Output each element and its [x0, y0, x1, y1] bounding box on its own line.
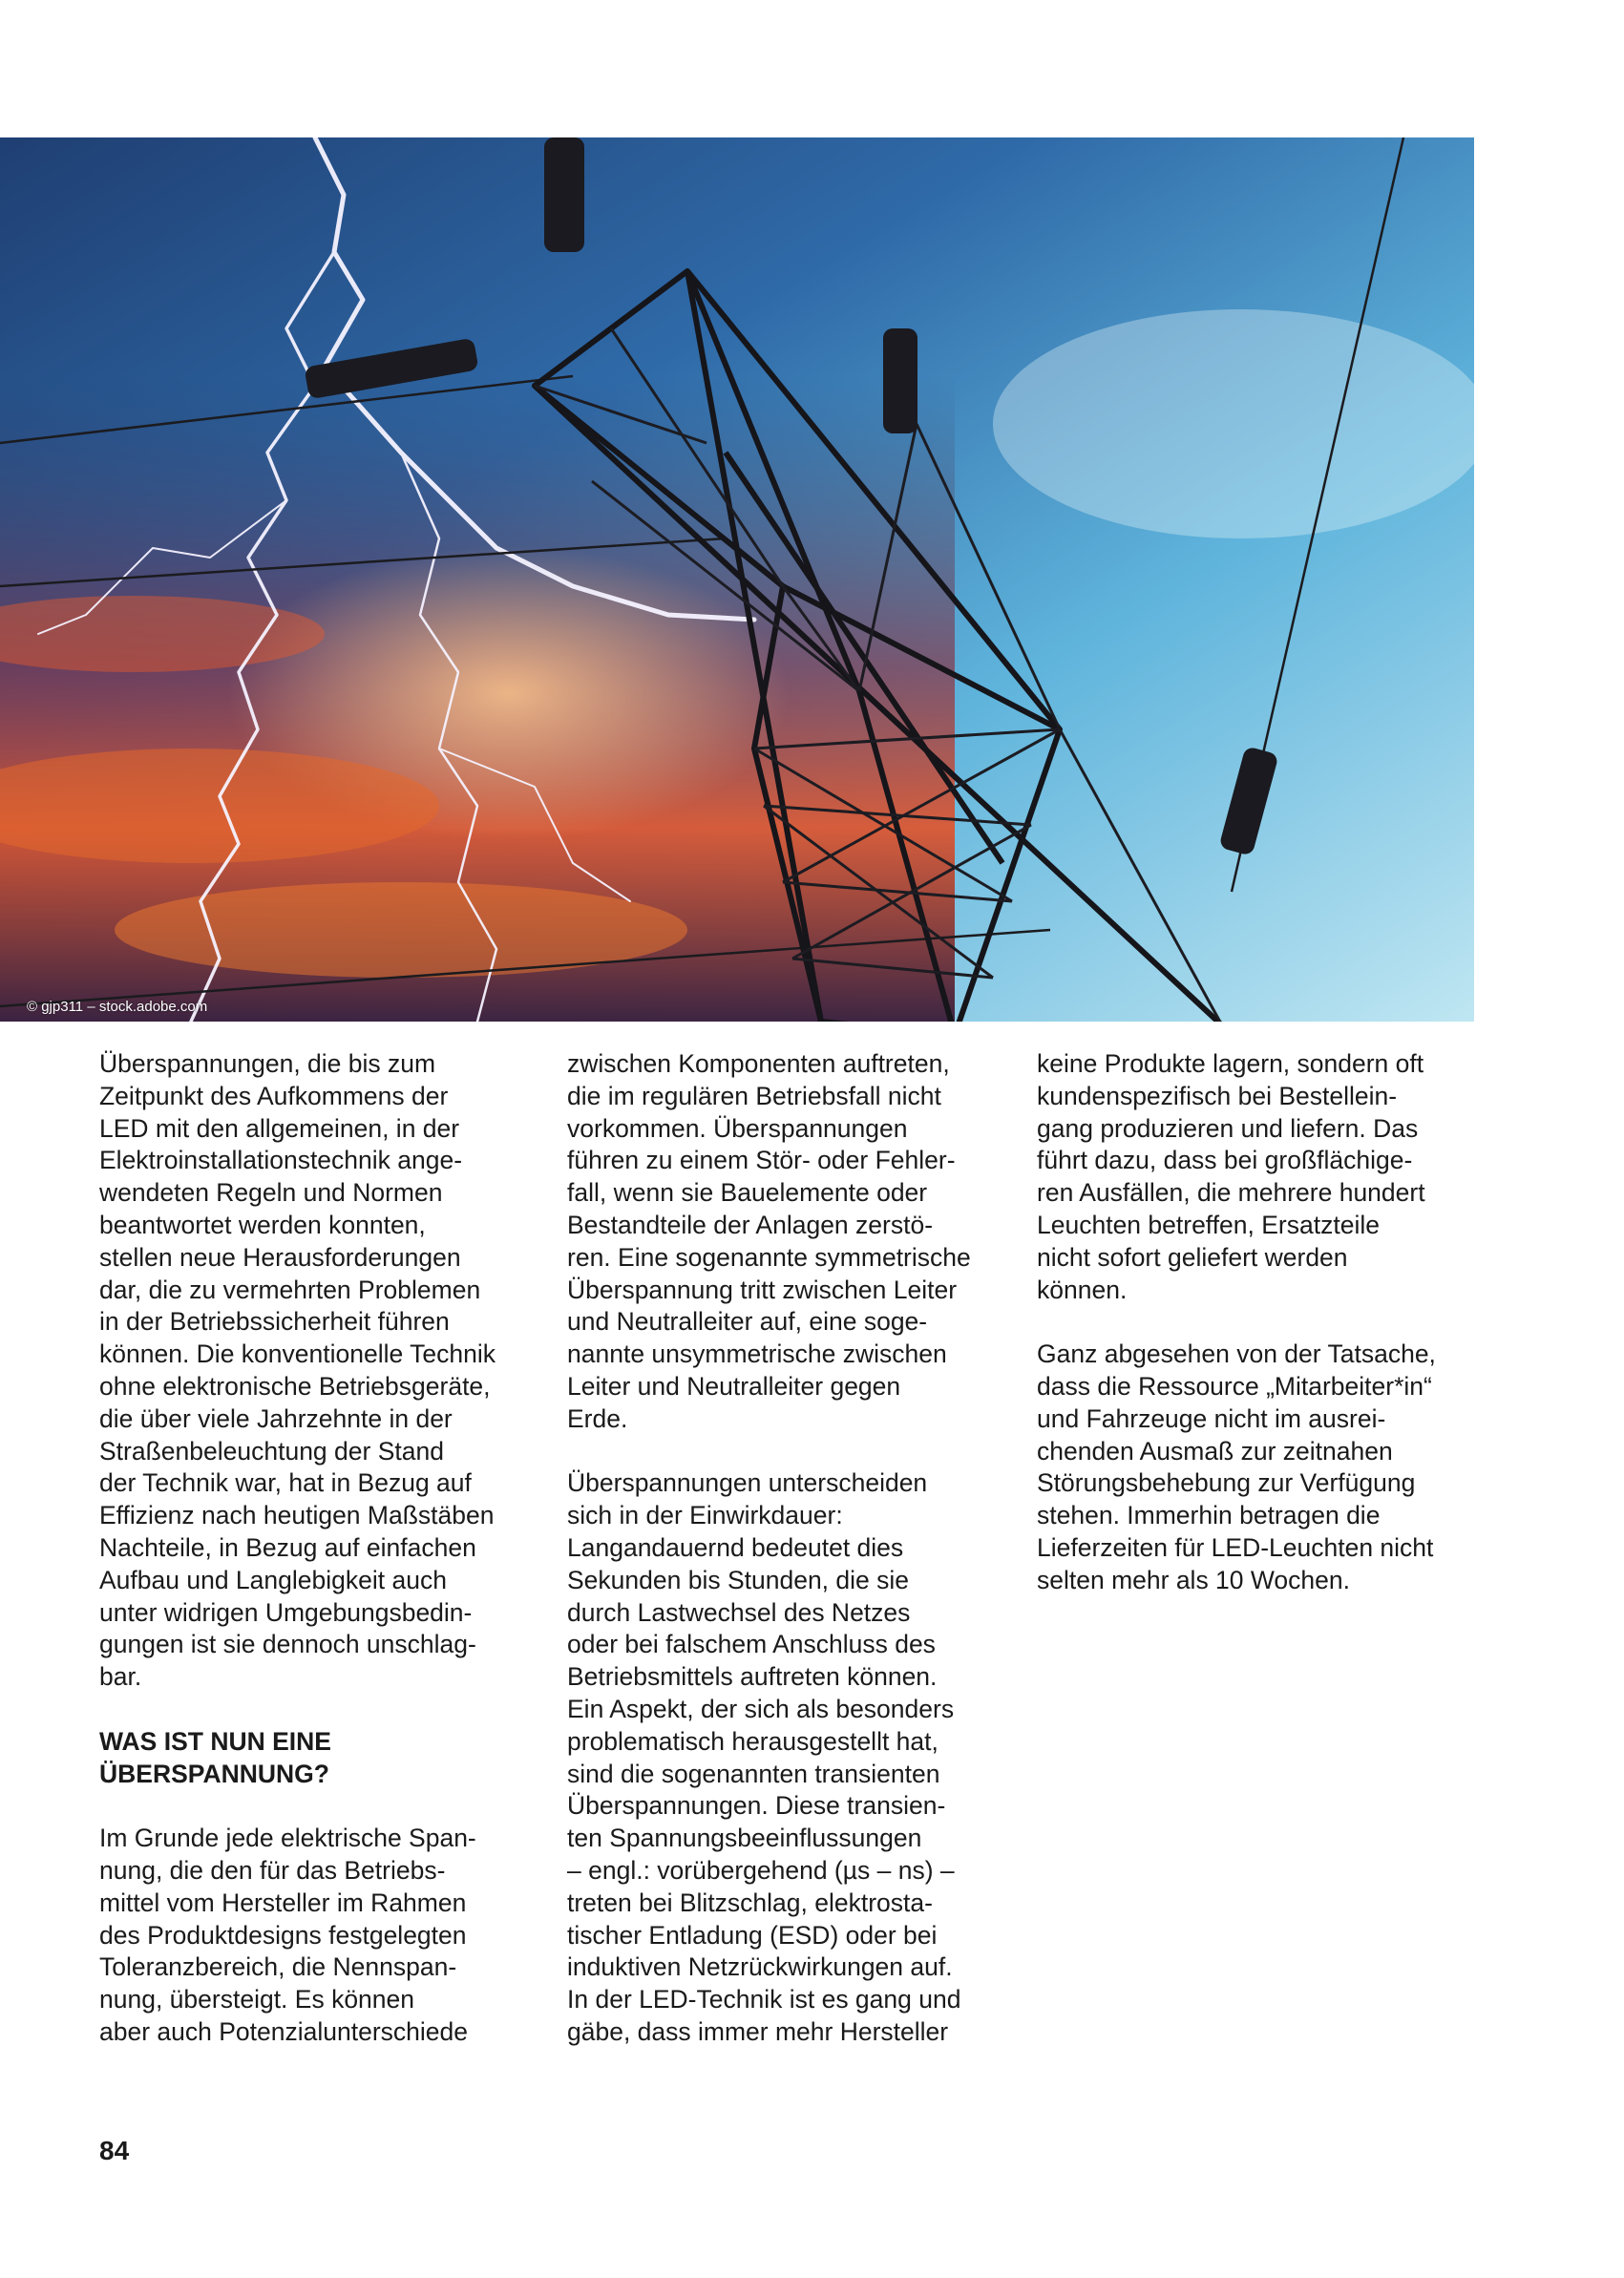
text-line: treten bei Blitzschlag, elektrosta- [567, 1888, 933, 1917]
header-photo [0, 137, 1474, 1022]
text-line: und Neutralleiter auf, eine soge- [567, 1307, 928, 1337]
definition-paragraph [99, 1823, 548, 2049]
text-line: führen zu einem Stör- oder Fehler- [567, 1146, 956, 1175]
text-line: keine Produkte lagern, sondern oft [1037, 1049, 1424, 1078]
text-line: dar, die zu vermehrten Problemen [99, 1275, 481, 1304]
text-line: tischer Entladung (ESD) oder bei [567, 1920, 938, 1950]
text-line: Elektroinstallationstechnik ange- [99, 1146, 463, 1175]
text-line: Überspannung tritt zwischen Leiter [567, 1275, 958, 1304]
text-line: ohne elektronische Betriebsgeräte, [99, 1371, 491, 1401]
text-line: wendeten Regeln und Normen [99, 1178, 443, 1208]
text-line: induktiven Netzrückwirkungen auf. [567, 1952, 953, 1982]
text-column-3 [1037, 1048, 1486, 1597]
photo-credit: © gjp311 – stock.adobe.com [27, 999, 208, 1015]
text-line: Nachteile, in Bezug auf einfachen [99, 1532, 476, 1562]
text-line: Aufbau und Langlebigkeit auch [99, 1565, 447, 1594]
text-line: können. Die konventionelle Technik [99, 1339, 496, 1369]
intro-paragraph [99, 1048, 548, 1694]
text-line: zwischen Komponenten auftreten, [567, 1049, 950, 1078]
text-line: oder bei falschem Anschluss des [567, 1630, 936, 1659]
text-line: bar. [99, 1662, 142, 1692]
text-line: gäbe, dass immer mehr Hersteller [567, 2016, 949, 2046]
text-line: Betriebsmittels auftreten können. [567, 1662, 938, 1692]
text-line: nannte unsymmetrische zwischen [567, 1339, 947, 1369]
text-line: ren. Eine sogenannte symmetrische [567, 1242, 971, 1272]
section-heading [99, 1726, 548, 1791]
text-line: unter widrigen Umgebungsbedin- [99, 1597, 473, 1627]
text-line: Straßenbeleuchtung der Stand [99, 1436, 444, 1466]
text-line: der Technik war, hat in Bezug auf [99, 1468, 472, 1498]
text-line: fall, wenn sie Bauelemente oder [567, 1178, 928, 1208]
text-line: die über viele Jahrzehnte in der [99, 1403, 453, 1433]
text-line: gang produzieren und liefern. Das [1037, 1113, 1419, 1143]
text-line: nicht sofort geliefert werden [1037, 1242, 1348, 1272]
text-line: durch Lastwechsel des Netzes [567, 1597, 911, 1627]
text-line: Überspannungen. Diese transien- [567, 1791, 946, 1821]
paragraph-continued [1037, 1048, 1486, 1306]
text-line: chenden Ausmaß zur zeitnahen [1037, 1436, 1393, 1466]
text-line: dass die Ressource „Mitarbeiter*in“ [1037, 1371, 1432, 1401]
text-line: problematisch herausgestellt hat, [567, 1726, 939, 1756]
text-line: Überspannungen, die bis zum [99, 1049, 436, 1078]
text-line: mittel vom Hersteller im Rahmen [99, 1888, 467, 1917]
text-column-1 [99, 1048, 548, 2049]
text-line: Erde. [567, 1403, 628, 1433]
text-line: beantwortet werden konnten, [99, 1210, 426, 1239]
text-column-2 [567, 1048, 1016, 2049]
text-line: nung, die den für das Betriebs- [99, 1855, 446, 1885]
text-line: und Fahrzeuge nicht im ausrei- [1037, 1403, 1386, 1433]
text-line: In der LED-Technik ist es gang und [567, 1985, 961, 2014]
text-line: gungen ist sie dennoch unschlag- [99, 1630, 476, 1659]
text-line: Langandauernd bedeutet dies [567, 1532, 904, 1562]
text-line: Ein Aspekt, der sich als besonders [567, 1694, 955, 1723]
text-line: Störungsbehebung zur Verfügung [1037, 1468, 1416, 1498]
text-line: die im regulären Betriebsfall nicht [567, 1081, 941, 1110]
text-line: des Produktdesigns festgelegten [99, 1920, 467, 1950]
text-line: können. [1037, 1275, 1128, 1304]
text-line: Ganz abgesehen von der Tatsache, [1037, 1339, 1436, 1369]
text-line: Zeitpunkt des Aufkommens der [99, 1081, 449, 1110]
text-line: sind die sogenannten transienten [567, 1759, 940, 1788]
text-line: selten mehr als 10 Wochen. [1037, 1565, 1350, 1594]
text-line: in der Betriebssicherheit führen [99, 1307, 450, 1337]
text-line: führt dazu, dass bei großflächige- [1037, 1146, 1413, 1175]
text-line: Effizienz nach heutigen Maßstäben [99, 1501, 495, 1530]
text-line: stellen neue Herausforderungen [99, 1242, 461, 1272]
text-line: Toleranzbereich, die Nennspan- [99, 1952, 457, 1982]
text-line: vorkommen. Überspannungen [567, 1113, 908, 1143]
text-line: nung, übersteigt. Es können [99, 1985, 415, 2014]
text-line: Im Grunde jede elektrische Span- [99, 1824, 476, 1853]
text-line: ren Ausfällen, die mehrere hundert [1037, 1178, 1425, 1208]
text-line: ten Spannungsbeeinflussungen [567, 1824, 922, 1853]
text-line: LED mit den allgemeinen, in der [99, 1113, 460, 1143]
heading-line: WAS IST NUN EINE [99, 1726, 331, 1756]
text-line: Leuchten betreffen, Ersatzteile [1037, 1210, 1380, 1239]
text-line: Leiter und Neutralleiter gegen [567, 1371, 901, 1401]
paragraph-continued [567, 1048, 1016, 1436]
text-line: Lieferzeiten für LED-Leuchten nicht [1037, 1532, 1434, 1562]
heading-line: ÜBERSPANNUNG? [99, 1759, 329, 1788]
text-line: Bestandteile der Anlagen zerstö- [567, 1210, 934, 1239]
page-number: 84 [99, 2136, 130, 2165]
text-line: sich in der Einwirkdauer: [567, 1501, 843, 1530]
duration-paragraph [567, 1467, 1016, 2048]
text-line: stehen. Immerhin betragen die [1037, 1501, 1381, 1530]
text-line: aber auch Potenzialunterschiede [99, 2016, 468, 2046]
text-line: Sekunden bis Stunden, die sie [567, 1565, 910, 1594]
text-line: – engl.: vorübergehend (µs – ns) – [567, 1855, 955, 1885]
text-line: Überspannungen unterscheiden [567, 1468, 928, 1498]
resources-paragraph [1037, 1339, 1486, 1596]
text-line: kundenspezifisch bei Bestellein- [1037, 1081, 1398, 1110]
